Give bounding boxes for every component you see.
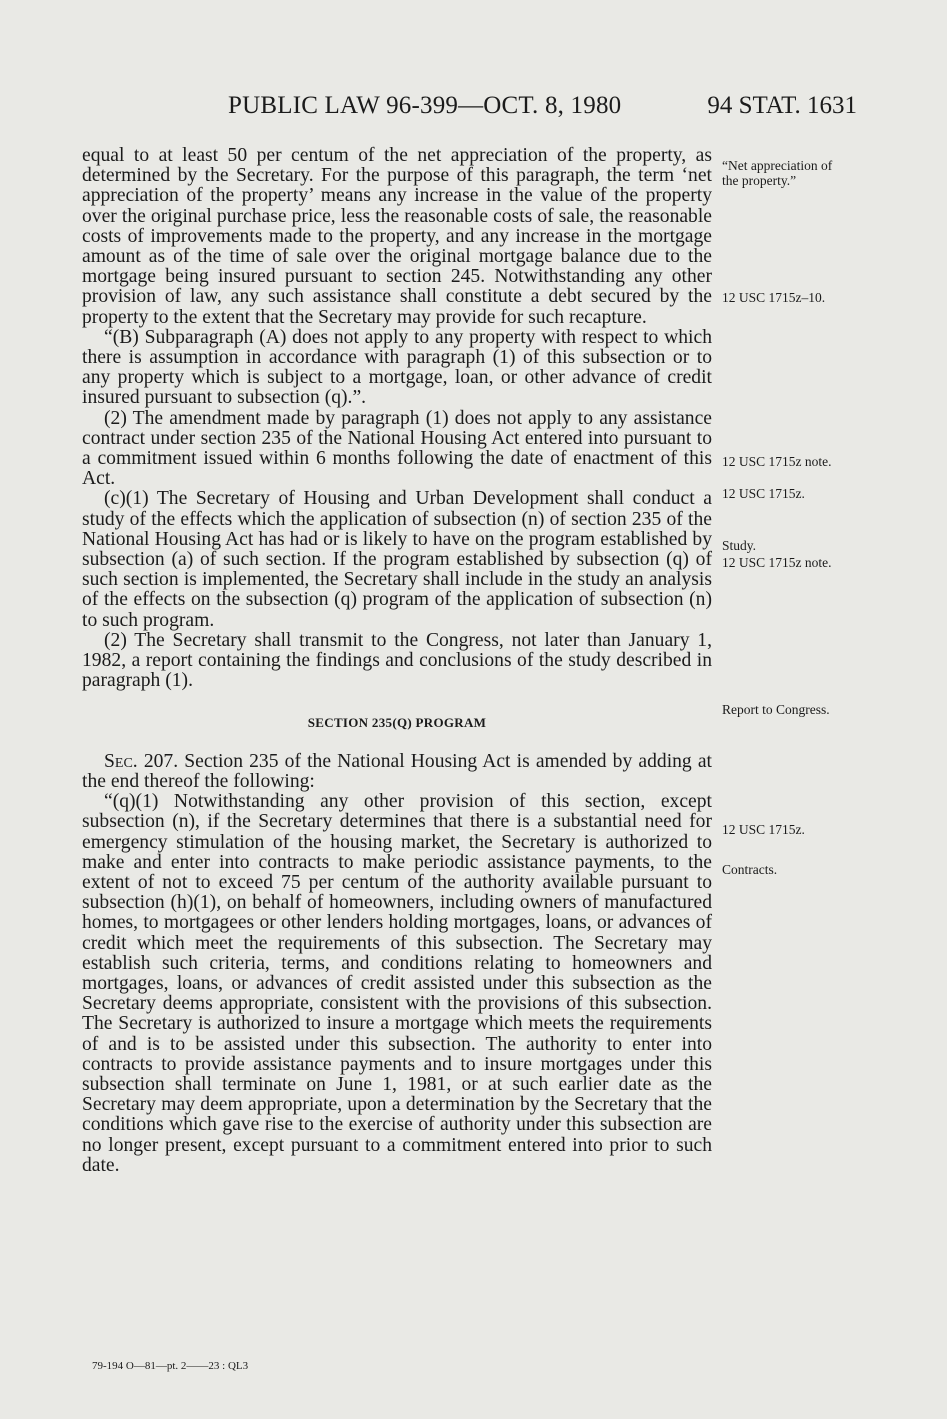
margin-note-study: Study. (722, 538, 757, 553)
page-footer-print-code: 79-194 O—81—pt. 2——23 : QL3 (92, 1360, 249, 1372)
paragraph-sec-207 (82, 752, 712, 792)
margin-note-usc-1715z-2: 12 USC 1715z. (722, 822, 805, 837)
running-title: PUBLIC LAW 96-399—OCT. 8, 1980 (228, 92, 622, 119)
paragraph-c2-report: (2) The Secretary shall transmit to the Congress, not later than January 1, 1982, a report containing the findings and conclusions of the study described in paragraph (1). (82, 629, 712, 692)
margin-note-report-to-congress: Report to Congress. (722, 702, 830, 717)
paragraph-amendment-2: (2) The amendment made by paragraph (1) does not apply to any assistance contract under section 235 of the National Housing Act entered into pursuant to a commitment issued within 6 months following the date of enactment of this Act. (82, 407, 712, 490)
margin-note-usc-1715z-note: 12 USC 1715z note. (722, 454, 832, 469)
section-heading: SECTION 235(Q) PROGRAM (307, 715, 487, 731)
paragraph-q1: “(q)(1) Notwithstanding any other provision of this section, except subsection (n), if the Secretary determines that there is a substantial need for emergency stimulation of the housing market, the Secretary is authorized to make and enter into contracts to make periodic assistance payments, to the extent of not to exceed 75 per centum of the authority available pursuant to subsection (h)(1), on behalf of homeowners, including owners of manufactured homes, to mortgagees or other lenders holding mortgages, loans, or advances of credit which meet the requirements of this subsection. The Secretary may establish such criteria, terms, and conditions relating to homeowners and mortgages, loans, or advances of credit assisted under this subsection as the Secretary deems appropriate, consistent with the provisions of this subsection. The Secretary is authorized to insure a mortgage which meets the requirements of and is to be assisted under this subsection. The authority to enter into contracts to provide assistance payments and to insure mortgages under this subsection shall terminate on June 1, 1981, or at such earlier date as the Secretary may deem appropriate, upon a determination by the Secretary that the conditions which gave rise to the exercise of authority under this subsection are no longer present, except pursuant to a commitment entered into prior to such date. (82, 791, 712, 1176)
margin-note-usc-1715z: 12 USC 1715z. (722, 486, 805, 501)
margin-note-contracts: Contracts. (722, 862, 778, 877)
paragraph-subparagraph-b: “(B) Subparagraph (A) does not apply to any property with respect to which there is assumption in accordance with paragraph (1) of this subsection or to any property which is subject to a mortgage, loan, or other advance of credit insured pursuant to subsection (q).”. (82, 326, 712, 409)
sec-207-text: 207. Section 235 of the National Housing Act is amended by adding at the end thereof the following: (82, 750, 712, 792)
page-header (82, 92, 857, 126)
margin-note-usc-1715z-note-2: 12 USC 1715z note. (722, 555, 832, 570)
statute-page-number: 94 STAT. 1631 (707, 92, 857, 119)
margin-note-usc-1715z-10: 12 USC 1715z–10. (722, 290, 826, 305)
sec-label: Sec. (104, 750, 138, 772)
paragraph-continuation: equal to at least 50 per centum of the net appreciation of the property, as determined by the Secretary. For the purpose of this paragraph, the term ‘net appreciation of the property’ means any increase in the value of the property over the original purchase price, less the reasonable costs of sale, the reasonable costs of improvements made to the property, and any increase in the mortgage amount as of the time of sale over the original mortgage balance due to the mortgage being insured pursuant to section 245. Notwithstanding any other provision of law, any such assistance shall constitute a debt secured by the property to the extent that the Secretary may provide for such recapture. (82, 145, 712, 328)
body-text (82, 146, 712, 1176)
margin-note-net-appreciation: “Net appreciation of the property.” (722, 158, 833, 188)
paragraph-c1-study: (c)(1) The Secretary of Housing and Urban Development shall conduct a study of the effects which the application of subsection (n) of section 235 of the National Housing Act has had or is likely to have on the program established by subsection (a) of such section. If the program established by subsection (q) of such section is implemented, the Secretary shall include in the study an analysis of the effects on the subsection (q) program of the application of subsection (n) to such program. (82, 488, 712, 631)
